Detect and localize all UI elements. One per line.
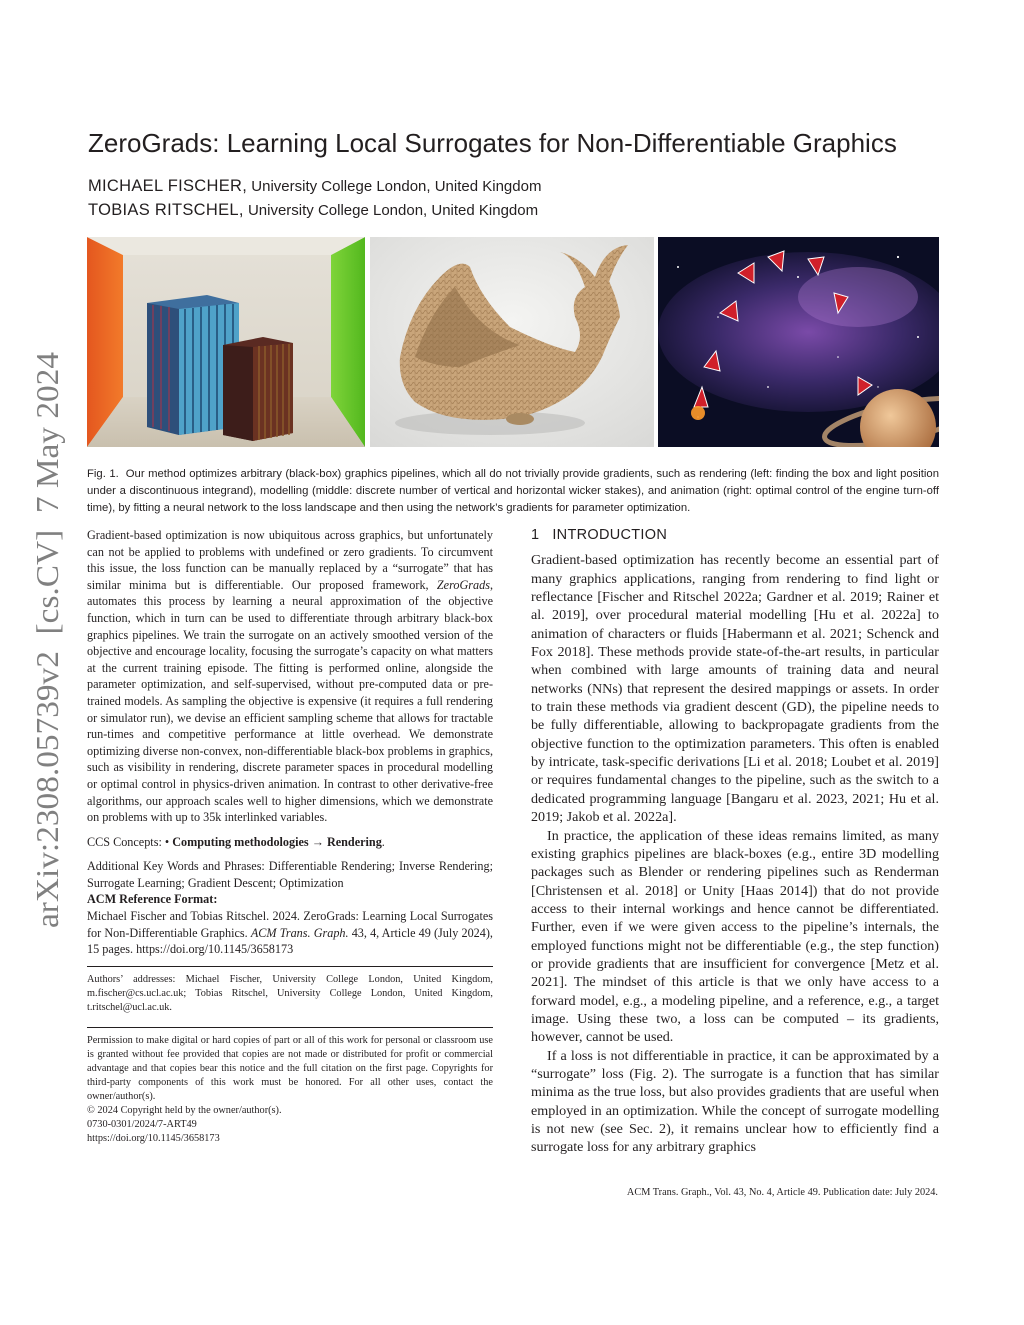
arxiv-stamp bbox=[20, 350, 70, 930]
doi-link[interactable]: https://doi.org/10.1145/3658173 bbox=[87, 1132, 220, 1144]
author-1-affiliation: University College London, United Kingdom bbox=[247, 178, 542, 195]
authors-addresses: Authors’ addresses: Michael Fischer, University College London, United Kingdom, m.fischer@cs.ucl.ac.uk; Tobias Ritschel, University College London, United Kingdom, t.ritschel@ucl.ac.uk. bbox=[87, 973, 493, 1013]
figure-caption bbox=[87, 466, 939, 517]
arxiv-stamp-text: arXiv:2308.05739v2 [cs.CV] 7 May 2024 bbox=[29, 375, 65, 928]
left-column bbox=[87, 527, 493, 1146]
author-2 bbox=[88, 200, 948, 221]
cornell-box-image bbox=[87, 237, 365, 447]
acm-reference: Michael Fischer and Tobias Ritschel. 2024. ZeroGrads: Learning Local Surrogates for Non-Differentiable Graphics. ACM Trans. Graph. 43, 4, Article 49 (July 2024), 15 pages. https://doi.org/10.1145/3658173 bbox=[87, 909, 493, 957]
author-2-affiliation: University College London, United Kingdom bbox=[243, 202, 539, 219]
keywords: Additional Key Words and Phrases: Differentiable Rendering; Inverse Rendering; Surrogate Learning; Gradient Descent; Optimization bbox=[87, 859, 493, 890]
section-heading-introduction: 1 INTRODUCTION bbox=[531, 527, 668, 543]
acm-ref-heading: ACM Reference Format: bbox=[87, 892, 218, 907]
paper-title: ZeroGrads: Learning Local Surrogates for Non-Differentiable Graphics bbox=[88, 128, 897, 158]
intro-paragraph-2: In practice, the application of these ideas remains limited, as many existing graphics pipelines are black-boxes (e.g., entire 3D modelling packages such as Blender or rendering pipelines such as Renderman [Christensen et al. 2018] or Unity [Haas 2014]) that do not provide access to their internal workings and hence cannot be differentiated. Further, even if we were given access to the pipeline’s internals, the employed functions might not be differentiable (e.g., the step function) or provide gradients that are insufficient for convergence [Metz et al. 2021]. The mindset of this article is that we only have access to a forward model, e.g., a modeling pipeline, and a reference, e.g., a target image. Using these two, a loss can be computed – its gradients, however, cannot be used. bbox=[531, 827, 939, 1046]
ccs-concepts: CCS Concepts: • Computing methodologies → Rendering. bbox=[87, 834, 385, 849]
right-column bbox=[531, 526, 939, 1157]
rocket-space-image bbox=[658, 237, 939, 447]
author-2-name: TOBIAS RITSCHEL, bbox=[88, 201, 244, 219]
abstract: Gradient-based optimization is now ubiquitous across graphics, but unfortunately can not be applied to problems with undefined or zero gradients. To circumvent this issue, the loss function can be manually replaced by a “surrogate” that has similar minima but is differentiable. Our proposed framework, ZeroGrads, automates this process by learning a neural approximation of the objective function, which in turn can be used to differentiate through arbitrary black-box graphics pipelines. We train the surrogate on an actively smoothed version of the objective and encourage locality, focusing the surrogate’s capacity on what matters at the current training episode. The fitting is performed online, alongside the parameter optimization, and self-supervised, without pre-computed data or pre-trained models. As sampling the objective is expensive (it requires a full rendering or simulator run), we devise an efficient sampling scheme that allows for tractable run-times and competitive performance at little overhead. We demonstrate optimizing diverse non-convex, non-differentiable black-box problems in graphics, such as visibility in rendering, discrete parameter spaces in procedural modelling or optimal control in physics-driven animation. In contrast to other derivative-free algorithms, our approach scales well to higher dimensions, which we demonstrate on problems with up to 35k interlinked variables. bbox=[87, 528, 493, 825]
author-1-name: MICHAEL FISCHER, bbox=[88, 177, 248, 195]
abstract-emphasis: ZeroGrads bbox=[436, 577, 490, 592]
intro-paragraph-3: If a loss is not differentiable in practice, it can be approximated by a “surrogate” loss (Fig. 2). The surrogate is a function that has similar minima as the true loss, but also provides gradients that are useful when employed in an optimization. While the concept of surrogate modelling is not new (see Sec. 2), it remains unclear how to efficiently find a surrogate loss for any arbitrary graphics bbox=[531, 1047, 939, 1156]
figure-caption-text: Our method optimizes arbitrary (black-box) graphics pipelines, which all do not trivially provide gradients, such as rendering (left: finding the box and light position under a discontinuous integrand), modelling (middle: discrete number of vertical and horizontal wicker stakes), and animation (right: optimal control of the engine turn-off time), by fitting a neural network to the loss landscape and then using the network’s gradients for parameter optimization. bbox=[87, 468, 940, 514]
intro-paragraph-1: Gradient-based optimization has recently become an essential part of many graphics applications, ranging from rendering to find light or reflectance [Fischer and Ritschel 2022a; Gardner et al. 2019; Rainer et al. 2019], over procedural material modelling [Hu et al. 2022a] to animation of characters or fluids [Habermann et al. 2021; Schenck and Fox 2018]. These methods provide state-of-the-art results, in particular when combined with large amounts of training data and neural networks (NNs) that represent the desired mappings or assets. In order to train these methods via gradient descent (GD), the pipeline needs to be fully differentiable, allowing to backpropagate gradients from the objective function to the optimization parameters. This often is enabled by intricate, task-specific derivations [Li et al. 2018; Loubet et al. 2019] or requires fundamental changes to the pipeline, such as the switch to a dedicated programming language [Bangaru et al. 2023, 2021; Hu et al. 2019; Jakob et al. 2022a]. bbox=[531, 552, 939, 826]
divider bbox=[87, 1027, 493, 1028]
page-footer: ACM Trans. Graph., Vol. 43, No. 4, Article 49. Publication date: July 2024. bbox=[626, 1187, 938, 1198]
issn: 0730-0301/2024/7-ART49 bbox=[87, 1118, 197, 1130]
teaser-figure bbox=[87, 237, 939, 447]
permission-notice: Permission to make digital or hard copies of part or all of this work for personal or classroom use is granted without fee provided that copies are not made or distributed for profit or commercial advantage and that copies bear this notice and the full citation on the first page. Copyrights for third-party components of this work must be honored. For all other uses, contact the owner/author(s). bbox=[87, 1034, 493, 1102]
author-1 bbox=[88, 176, 948, 197]
copyright-notice: © 2024 Copyright held by the owner/author(s). bbox=[87, 1104, 282, 1116]
divider bbox=[87, 966, 493, 967]
wicker-whale-image bbox=[370, 237, 654, 447]
figure-caption-label: Fig. 1. bbox=[87, 468, 119, 480]
